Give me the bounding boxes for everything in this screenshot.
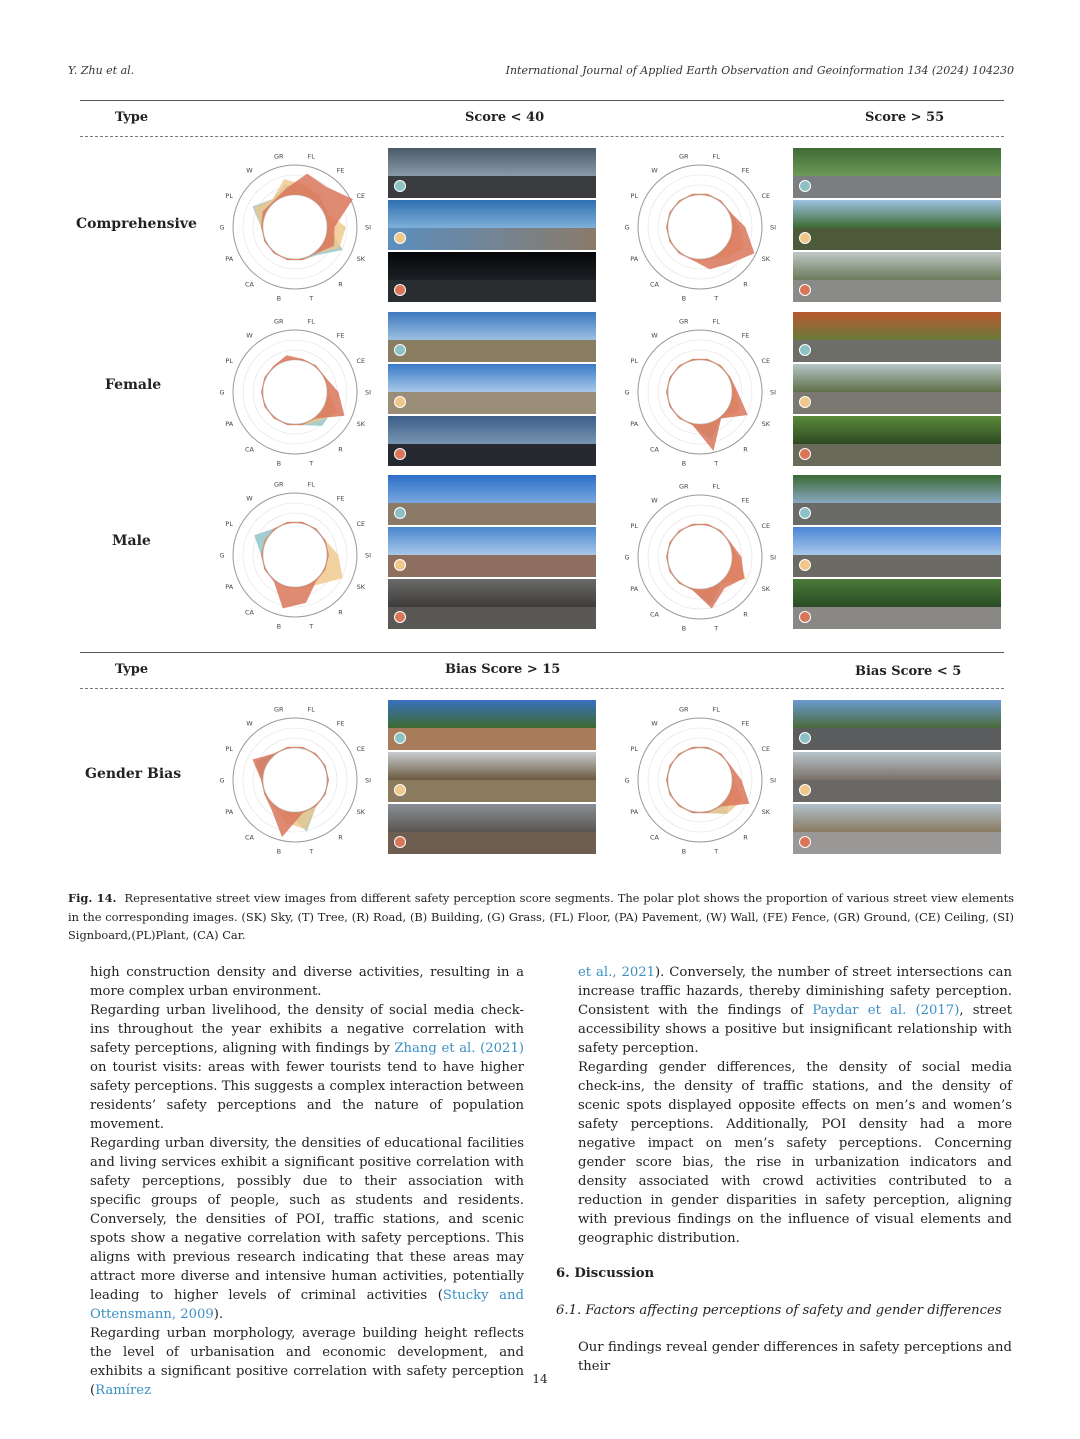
polar-axis-label: GR bbox=[679, 482, 689, 491]
paragraph bbox=[578, 963, 1012, 1058]
polar-axis-label: W bbox=[651, 719, 658, 728]
polar-axis-label: FL bbox=[712, 705, 720, 714]
polar-axis-label: PA bbox=[630, 255, 639, 264]
bias-type-header: Type bbox=[115, 662, 149, 677]
polar-axis-label: PA bbox=[630, 420, 639, 429]
polar-plot-male-low bbox=[210, 470, 380, 640]
polar-axis-label: R bbox=[743, 610, 748, 619]
street-view-stack-female-high bbox=[793, 312, 1001, 468]
paragraph bbox=[90, 1134, 524, 1324]
polar-axis-label: GR bbox=[274, 480, 284, 489]
bias-table-top-rule bbox=[80, 652, 1004, 653]
polar-axis-label: B bbox=[276, 847, 282, 856]
polar-center bbox=[263, 360, 327, 424]
polar-axis-label: SK bbox=[761, 255, 770, 264]
polar-plot-bias-low bbox=[615, 695, 785, 865]
polar-axis-label: SK bbox=[761, 808, 770, 817]
polar-axis-label: FL bbox=[307, 480, 315, 489]
street-view-photo bbox=[388, 416, 596, 466]
polar-axis-label: SK bbox=[356, 808, 365, 817]
street-view-stack-male-low bbox=[388, 475, 596, 631]
polar-axis-label: PA bbox=[225, 583, 234, 592]
polar-axis-label: CE bbox=[761, 191, 771, 200]
polar-axis-label: G bbox=[624, 776, 630, 785]
polar-axis-label: R bbox=[338, 833, 343, 842]
section-heading: 6. Discussion bbox=[556, 1266, 655, 1281]
citation-link[interactable]: et al., 2021 bbox=[578, 965, 656, 980]
polar-axis-label: B bbox=[681, 459, 687, 468]
polar-axis-label: CA bbox=[650, 833, 659, 842]
text-run: Regarding urban livelihood, the density of social media check-ins throughout the year exhibits a negative correlation with safety perceptions, aligning with findings by bbox=[90, 1003, 524, 1056]
street-view-photo bbox=[388, 200, 596, 250]
polar-axis-label: G bbox=[219, 776, 225, 785]
polar-axis-label: T bbox=[309, 294, 314, 303]
polar-plot-comprehensive-low bbox=[210, 142, 380, 312]
polar-axis-label: B bbox=[276, 622, 282, 631]
bias-table-header-rule bbox=[80, 688, 1004, 689]
polar-axis-label: FE bbox=[741, 719, 750, 728]
text-run: on tourist visits: areas with fewer tourists tend to have higher safety perceptions. This suggests a complex interaction between residents’ safety perceptions and the nature of population movement. bbox=[90, 1060, 524, 1132]
street-view-stack-comprehensive-low bbox=[388, 148, 596, 304]
text-run: , street accessibility shows a positive but insignificant relationship with safety perception. bbox=[578, 1003, 1013, 1056]
polar-axis-label: W bbox=[246, 166, 253, 175]
polar-axis-label: PL bbox=[630, 191, 638, 200]
polar-center bbox=[668, 195, 732, 259]
polar-axis-label: FL bbox=[712, 482, 720, 491]
polar-axis-label: W bbox=[651, 496, 658, 505]
polar-axis-label: B bbox=[276, 459, 282, 468]
polar-axis-label: SK bbox=[761, 585, 770, 594]
polar-axis-label: CE bbox=[356, 191, 366, 200]
polar-center bbox=[263, 195, 327, 259]
polar-axis-label: G bbox=[219, 223, 225, 232]
street-view-photo bbox=[388, 579, 596, 629]
street-view-photo bbox=[793, 312, 1001, 362]
polar-center bbox=[263, 523, 327, 587]
polar-axis-label: PL bbox=[630, 356, 638, 365]
polar-axis-label: PL bbox=[630, 521, 638, 530]
citation-link[interactable]: Paydar et al. (2017) bbox=[812, 1003, 960, 1018]
polar-plot-bias-high bbox=[210, 695, 380, 865]
polar-axis-label: CA bbox=[245, 280, 254, 289]
polar-axis-label: FE bbox=[741, 496, 750, 505]
polar-axis-label: GR bbox=[274, 152, 284, 161]
polar-center bbox=[668, 525, 732, 589]
row-label-gender-bias: Gender Bias bbox=[85, 766, 182, 782]
polar-axis-label: SI bbox=[769, 223, 777, 232]
polar-axis-label: FL bbox=[712, 317, 720, 326]
polar-axis-label: FL bbox=[307, 705, 315, 714]
polar-axis-label: G bbox=[624, 553, 630, 562]
polar-axis-label: FE bbox=[336, 331, 345, 340]
text-run: Regarding urban morphology, average building height reflects the level of urbanisation and economic development, and exhibits a significant positive correlation with safety perception ( bbox=[90, 1326, 524, 1398]
table-top-rule bbox=[80, 100, 1004, 101]
text-run: ). Conversely, the number of street intersections can increase traffic hazards, thereby diminishing safety perception. Consistent with the findings of bbox=[578, 965, 1013, 1018]
polar-center bbox=[668, 360, 732, 424]
polar-axis-label: SI bbox=[769, 553, 777, 562]
polar-axis-label: SK bbox=[356, 583, 365, 592]
polar-plot-comprehensive-high bbox=[615, 142, 785, 312]
paragraph bbox=[90, 1324, 524, 1400]
polar-axis-label: B bbox=[681, 294, 687, 303]
polar-axis-label: PL bbox=[225, 519, 233, 528]
column-header-low-bias: Bias Score < 5 bbox=[855, 664, 962, 679]
polar-axis-label: FE bbox=[336, 719, 345, 728]
street-view-stack-male-high bbox=[793, 475, 1001, 631]
polar-axis-label: T bbox=[309, 847, 314, 856]
street-view-stack-bias-high bbox=[388, 700, 596, 856]
polar-axis-label: SI bbox=[364, 551, 372, 560]
polar-axis-label: PA bbox=[225, 420, 234, 429]
polar-axis-label: R bbox=[743, 833, 748, 842]
polar-center bbox=[668, 748, 732, 812]
polar-axis-label: PA bbox=[225, 808, 234, 817]
polar-axis-label: CA bbox=[650, 610, 659, 619]
polar-axis-label: T bbox=[714, 624, 719, 633]
figure-label: Fig. 14. bbox=[68, 891, 117, 905]
type-header: Type bbox=[115, 110, 149, 125]
polar-axis-label: PL bbox=[225, 191, 233, 200]
street-view-photo bbox=[793, 252, 1001, 302]
polar-axis-label: SK bbox=[356, 255, 365, 264]
row-label-male: Male bbox=[112, 533, 151, 549]
polar-axis-label: SI bbox=[364, 388, 372, 397]
polar-axis-label: R bbox=[338, 608, 343, 617]
polar-axis-label: CE bbox=[356, 744, 366, 753]
running-header-authors: Y. Zhu et al. bbox=[68, 64, 135, 77]
street-view-photo bbox=[793, 804, 1001, 854]
polar-axis-label: G bbox=[219, 551, 225, 560]
street-view-photo bbox=[793, 475, 1001, 525]
figure-caption bbox=[68, 889, 1014, 945]
polar-axis-label: W bbox=[651, 166, 658, 175]
street-view-photo bbox=[388, 700, 596, 750]
polar-axis-label: R bbox=[743, 445, 748, 454]
polar-axis-label: PA bbox=[630, 808, 639, 817]
polar-axis-label: FL bbox=[307, 317, 315, 326]
row-label-comprehensive: Comprehensive bbox=[76, 216, 197, 232]
polar-axis-label: SI bbox=[769, 776, 777, 785]
polar-axis-label: B bbox=[276, 294, 282, 303]
street-view-stack-bias-low bbox=[793, 700, 1001, 856]
polar-axis-label: GR bbox=[679, 705, 689, 714]
polar-axis-label: CE bbox=[356, 519, 366, 528]
paragraph: Regarding gender differences, the density of social media check-ins, the density of traffic stations, and the density of scenic spots displayed opposite effects on men’s and women’s safety perceptions. Additionally, POI density had a more negative impact on men’s safety perceptions. Concerning gender score bias, the rise in urbanization indicators and density associated with crowd activities contributed to a reduction in gender disparities in safety perception, aligning with previous findings on the influence of visual elements and geographic distribution. bbox=[578, 1060, 1012, 1246]
polar-axis-label: R bbox=[338, 445, 343, 454]
polar-axis-label: SI bbox=[364, 223, 372, 232]
street-view-photo bbox=[388, 752, 596, 802]
polar-axis-label: CA bbox=[245, 608, 254, 617]
street-view-photo bbox=[388, 475, 596, 525]
polar-axis-label: B bbox=[681, 847, 687, 856]
street-view-photo bbox=[793, 416, 1001, 466]
street-view-photo bbox=[388, 364, 596, 414]
running-header-journal: International Journal of Applied Earth Observation and Geoinformation 134 (2024) 104230 bbox=[505, 64, 1014, 77]
polar-axis-label: W bbox=[246, 331, 253, 340]
polar-axis-label: CA bbox=[245, 833, 254, 842]
text-run: Regarding urban diversity, the densities of educational facilities and living services exhibit a significant positive correlation with safety perceptions, possibly due to their association with specific groups of people, such as students and residents. Conversely, the densities of POI, traffic stations, and scenic spots show a negative correlation with safety perceptions. This aligns with previous research indicating that these areas may attract more diverse and intensive human activities, potentially leading to higher levels of criminal activities ( bbox=[90, 1136, 524, 1303]
polar-axis-label: FE bbox=[741, 331, 750, 340]
polar-axis-label: PA bbox=[225, 255, 234, 264]
polar-axis-label: G bbox=[624, 388, 630, 397]
polar-axis-label: GR bbox=[679, 317, 689, 326]
polar-axis-label: SK bbox=[761, 420, 770, 429]
citation-link[interactable]: Ramírez bbox=[95, 1383, 152, 1398]
polar-axis-label: T bbox=[714, 294, 719, 303]
polar-axis-label: PL bbox=[225, 744, 233, 753]
polar-axis-label: CA bbox=[245, 445, 254, 454]
polar-axis-label: FE bbox=[336, 494, 345, 503]
street-view-stack-female-low bbox=[388, 312, 596, 468]
polar-axis-label: GR bbox=[274, 317, 284, 326]
row-label-female: Female bbox=[105, 377, 162, 393]
column-header-low-score: Score < 40 bbox=[465, 110, 545, 125]
caption-text: Representative street view images from different safety perception score segments. The polar plot shows the proportion of various street view elements in the corresponding images. (SK) Sky, (T) Tree, (R) Road, (B) Building, (G) Grass, (FL) Floor, (PA) Pavement, (W) Wall, (FE) Fence, (GR) Ground, (CE) Ceiling, (SI) Signboard,(PL)Plant, (CA) Car. bbox=[68, 891, 1014, 942]
street-view-photo bbox=[388, 804, 596, 854]
polar-axis-label: B bbox=[681, 624, 687, 633]
polar-axis-label: FE bbox=[336, 166, 345, 175]
street-view-photo bbox=[388, 312, 596, 362]
polar-axis-label: CE bbox=[356, 356, 366, 365]
paragraph bbox=[90, 1001, 524, 1134]
street-view-photo bbox=[793, 752, 1001, 802]
polar-axis-label: T bbox=[309, 459, 314, 468]
street-view-photo bbox=[793, 148, 1001, 198]
street-view-stack-comprehensive-high bbox=[793, 148, 1001, 304]
polar-axis-label: W bbox=[651, 331, 658, 340]
polar-axis-label: CA bbox=[650, 280, 659, 289]
polar-axis-label: PA bbox=[630, 585, 639, 594]
paragraph: high construction density and diverse activities, resulting in a more complex urban environment. bbox=[90, 965, 524, 999]
text-run: ). bbox=[213, 1307, 224, 1322]
street-view-photo bbox=[793, 364, 1001, 414]
polar-axis-label: R bbox=[743, 280, 748, 289]
column-header-high-bias: Bias Score > 15 bbox=[445, 662, 561, 677]
polar-axis-label: SI bbox=[364, 776, 372, 785]
column-header-high-score: Score > 55 bbox=[865, 110, 945, 125]
street-view-photo bbox=[793, 579, 1001, 629]
polar-axis-label: CE bbox=[761, 744, 771, 753]
polar-center bbox=[263, 748, 327, 812]
polar-axis-label: FE bbox=[741, 166, 750, 175]
polar-axis-label: G bbox=[219, 388, 225, 397]
polar-axis-label: SI bbox=[769, 388, 777, 397]
polar-axis-label: CE bbox=[761, 356, 771, 365]
polar-axis-label: T bbox=[714, 459, 719, 468]
subsection-heading: 6.1. Factors affecting perceptions of safety and gender differences bbox=[556, 1303, 1002, 1318]
polar-axis-label: SK bbox=[356, 420, 365, 429]
paragraph: Our findings reveal gender differences in safety perceptions and their bbox=[578, 1340, 1012, 1374]
polar-axis-label: W bbox=[246, 719, 253, 728]
text-column-right bbox=[556, 963, 1013, 1376]
polar-axis-label: T bbox=[309, 622, 314, 631]
polar-plot-female-low bbox=[210, 307, 380, 477]
street-view-photo bbox=[388, 148, 596, 198]
street-view-photo bbox=[388, 527, 596, 577]
street-view-photo bbox=[793, 527, 1001, 577]
polar-axis-label: PL bbox=[225, 356, 233, 365]
polar-axis-label: GR bbox=[679, 152, 689, 161]
polar-axis-label: R bbox=[338, 280, 343, 289]
polar-axis-label: PL bbox=[630, 744, 638, 753]
street-view-photo bbox=[793, 200, 1001, 250]
polar-plot-male-high bbox=[615, 472, 785, 642]
polar-axis-label: G bbox=[624, 223, 630, 232]
citation-link[interactable]: Stucky and Ottensmann, 2009 bbox=[90, 1288, 524, 1322]
polar-axis-label: T bbox=[714, 847, 719, 856]
citation-link[interactable]: Zhang et al. (2021) bbox=[394, 1041, 524, 1056]
figure-14 bbox=[76, 100, 1004, 860]
polar-axis-label: FL bbox=[712, 152, 720, 161]
polar-axis-label: CA bbox=[650, 445, 659, 454]
polar-axis-label: GR bbox=[274, 705, 284, 714]
polar-axis-label: CE bbox=[761, 521, 771, 530]
polar-plot-female-high bbox=[615, 307, 785, 477]
polar-axis-label: FL bbox=[307, 152, 315, 161]
text-column-left bbox=[90, 963, 524, 1400]
street-view-photo bbox=[793, 700, 1001, 750]
table-header-rule bbox=[80, 136, 1004, 137]
page-number: 14 bbox=[532, 1372, 548, 1386]
polar-axis-label: W bbox=[246, 494, 253, 503]
street-view-photo bbox=[388, 252, 596, 302]
